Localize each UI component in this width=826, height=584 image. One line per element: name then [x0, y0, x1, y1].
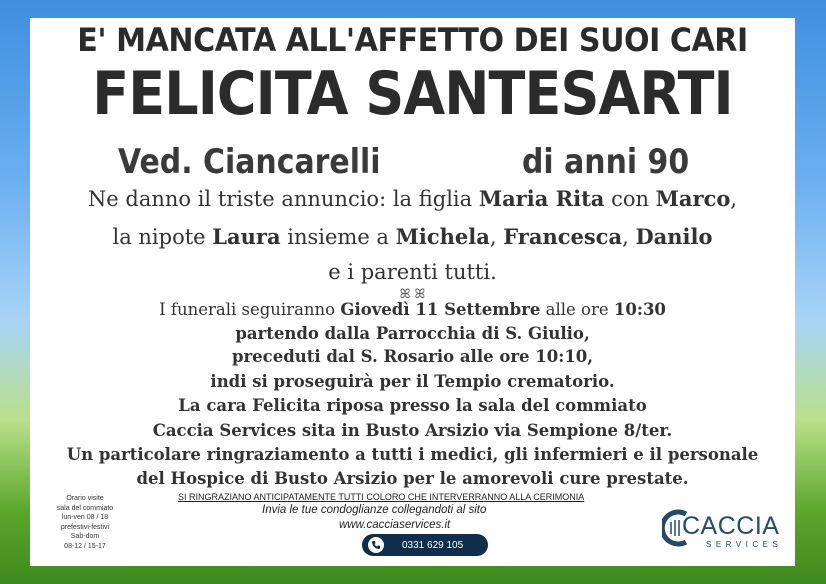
hours-line: lun-ven 08 / 18	[61, 514, 109, 521]
funeral-line-4: indi si proseguirà per il Tempio crematorio.	[210, 372, 615, 391]
text: I funerali seguiranno	[159, 300, 341, 319]
funeral-line-7: Un particolare ringraziamento a tutti i medici, gli infermieri e il personale	[66, 445, 759, 464]
announcement-line-2	[30, 224, 795, 249]
phone-badge[interactable]	[362, 534, 488, 556]
website-link[interactable]: www.cacciaservices.it	[339, 519, 451, 531]
relative-name: Laura	[212, 224, 281, 249]
funeral-line-2: partendo dalla Parrocchia di S. Giulio,	[235, 324, 590, 343]
text: insieme a	[280, 225, 396, 249]
daughter-name: Maria Rita	[478, 186, 605, 211]
relative-name: Michela	[395, 224, 490, 249]
hours-line: 08-12 / 15-17	[64, 542, 106, 550]
announcement-line-3: e i parenti tutti.	[328, 260, 497, 284]
ornament-icon: ꕤ ꕤ	[399, 287, 426, 302]
hours-line: Sab-dom	[70, 533, 100, 540]
text: ,	[730, 187, 738, 211]
visiting-hours	[50, 494, 120, 551]
hours-line: prefestivi-festivi	[60, 523, 110, 531]
thanks-note: SI RINGRAZIANO ANTICIPATAMENTE TUTTI COLORO CHE INTERVERRANNO ALLA CERIMONIA	[178, 492, 585, 502]
text: alle ore	[540, 300, 614, 319]
text: la nipote	[112, 225, 213, 249]
funeral-line-1	[30, 300, 795, 319]
widow-of: Ved. Ciancarelli	[118, 142, 381, 182]
text: Ne danno il triste annuncio: la figlia	[87, 187, 479, 211]
text: ,	[489, 225, 504, 249]
obituary-card	[30, 18, 795, 566]
funeral-date: Giovedì 11 Settembre	[340, 300, 541, 319]
son-in-law-name: Marco	[655, 186, 731, 211]
headline: E' MANCATA ALL'AFFETTO DEI SUOI CARI	[77, 21, 748, 59]
hours-line: Orario visite	[66, 495, 104, 502]
text: con	[604, 187, 656, 211]
relative-name: Francesca	[503, 224, 623, 249]
logo-subtitle: SERVICES	[706, 540, 783, 549]
phone-number: 0331 629 105	[402, 539, 464, 551]
hours-line: sala del commiato	[56, 504, 114, 512]
condolences-note: Invia le tue condoglianze collegandoti al sito	[262, 504, 487, 516]
announcement-line-1	[30, 186, 795, 211]
age: di anni 90	[522, 142, 690, 182]
funeral-line-3: preceduti dal S. Rosario alle ore 10:10,	[231, 347, 594, 366]
funeral-line-6: Caccia Services sita in Busto Arsizio via Sempione 8/ter.	[152, 421, 673, 440]
logo-name: CACCIA	[682, 512, 780, 540]
text: ,	[622, 225, 636, 249]
funeral-time: 10:30	[613, 300, 666, 319]
relative-name: Danilo	[635, 224, 713, 249]
funeral-line-8: del Hospice di Busto Arsizio per le amorevoli cure prestate.	[136, 469, 689, 488]
caccia-services-logo	[662, 508, 788, 552]
deceased-name: FELICITA SANTESARTI	[92, 59, 733, 129]
phone-icon	[368, 537, 384, 553]
funeral-line-5: La cara Felicita riposa presso la sala del commiato	[178, 396, 647, 415]
